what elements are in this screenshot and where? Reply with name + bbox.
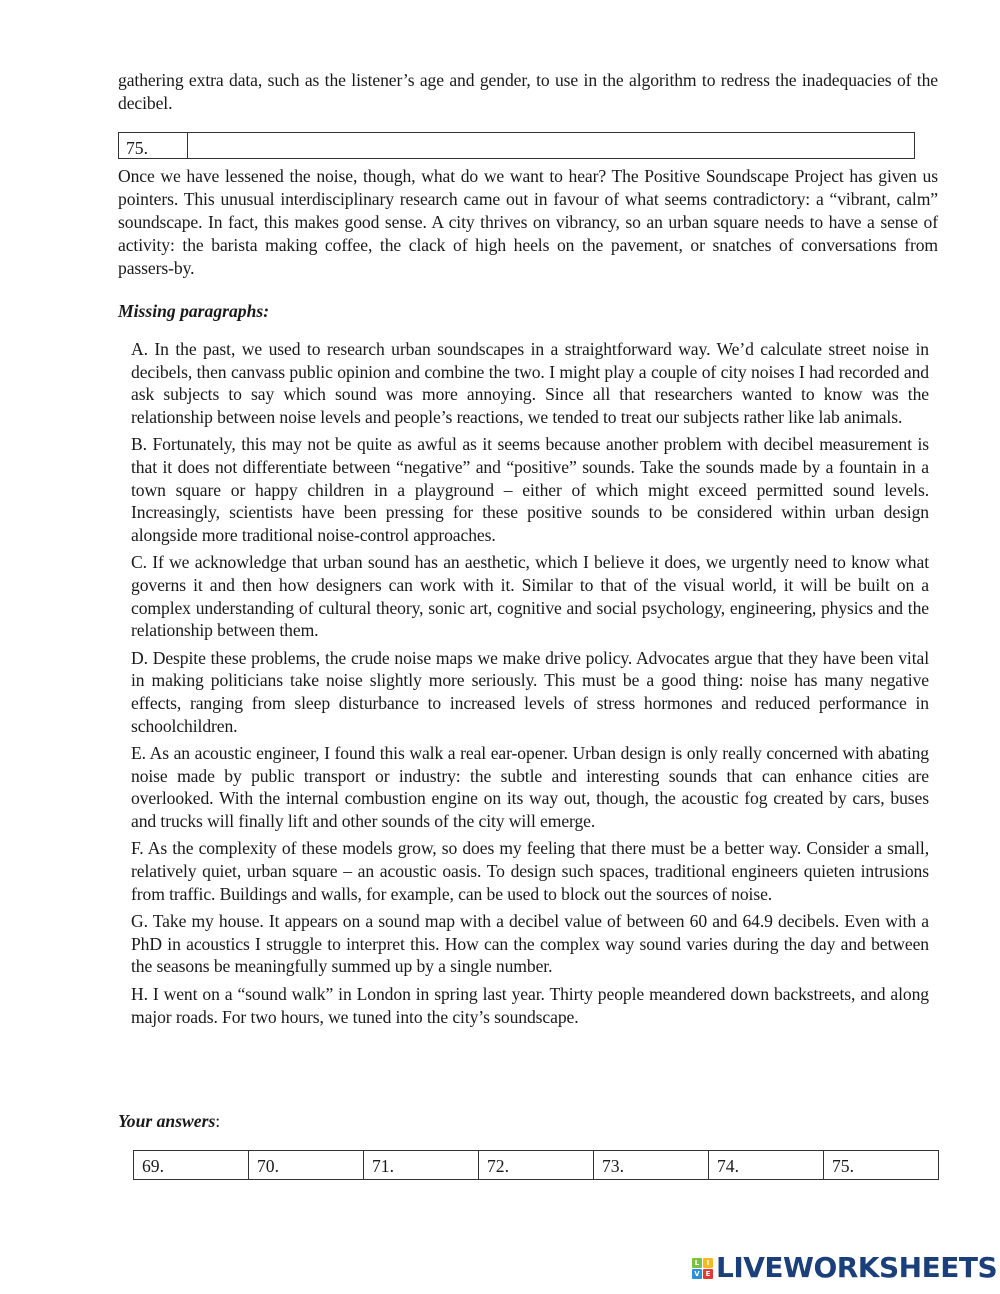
intro-paragraph: gathering extra data, such as the listener’s age and gender, to use in the algorithm to redress the inadequacies of the decibel. — [118, 70, 938, 113]
answer-cell-73[interactable] — [594, 1151, 709, 1179]
answer-number: 75. — [832, 1156, 854, 1176]
answer-number: 71. — [372, 1156, 394, 1176]
answer-cell-74[interactable] — [709, 1151, 824, 1179]
answer-number: 69. — [142, 1156, 164, 1176]
answer-cell-70[interactable] — [249, 1151, 364, 1179]
logo-letter-i: I — [703, 1258, 713, 1268]
your-answers-colon: : — [215, 1111, 221, 1131]
your-answers-label: Your answers — [118, 1111, 216, 1131]
gap-75-answer-field[interactable] — [188, 133, 914, 158]
gap-number: 75. — [119, 133, 188, 158]
logo-letter-l: L — [692, 1258, 702, 1268]
missing-paragraph-c: C. If we acknowledge that urban sound has an aesthetic, which I believe it does, we urgently need to know what governs it and then how designers can work with it. Similar to that of the visual world, it will be built on a complex understanding of cultural theory, sonic art, cognitive and social psychology, engineering, physics and the relationship between them. — [131, 552, 929, 641]
logo-wordmark: LIVEWORKSHEETS — [716, 1251, 998, 1284]
missing-paragraph-d: D. Despite these problems, the crude noise maps we make drive policy. Advocates argue that they have been vital in making politicians take noise slightly more seriously. This must be a good thing: noise has many negative effects, ranging from sleep disturbance to increased levels of stress hormones and reduced performance in schoolchildren. — [131, 647, 929, 736]
logo-letter-v: V — [692, 1269, 702, 1279]
liveworksheets-logo — [692, 1251, 998, 1284]
missing-paragraph-h: H. I went on a “sound walk” in London in spring last year. Thirty people meandered down backstreets, and along major roads. For two hours, we tuned into the city’s soundscape. — [131, 984, 929, 1027]
logo-live-icon — [692, 1258, 713, 1279]
answer-number: 74. — [717, 1156, 739, 1176]
logo-letter-e: E — [703, 1269, 713, 1279]
missing-paragraph-b: B. Fortunately, this may not be quite as awful as it seems because another problem with decibel measurement is that it does not differentiate between “negative” and “positive” sounds. Take the sounds made by a fountain in a town square or happy children in a playground – either of which might exceed permitted sound levels. Increasingly, scientists have been pressing for these positive sounds to be considered within urban design alongside more traditional noise-control approaches. — [131, 434, 929, 545]
missing-paragraphs-heading: Missing paragraphs: — [118, 301, 270, 321]
answer-number: 72. — [487, 1156, 509, 1176]
closing-paragraph: Once we have lessened the noise, though, what do we want to hear? The Positive Soundscape Project has given us pointers. This unusual interdisciplinary research came out in favour of what seems contradictory: a “vibrant, calm” soundscape. In fact, this makes good sense. A city thrives on vibrancy, so an urban square needs to have a sense of activity: the barista making coffee, the clack of high heels on the pavement, or snatches of conversations from passers-by. — [118, 166, 938, 278]
answer-cell-71[interactable] — [364, 1151, 479, 1179]
missing-paragraph-g: G. Take my house. It appears on a sound map with a decibel value of between 60 and 64.9 decibels. Even with a PhD in acoustics I struggle to interpret this. How can the complex way sound varies during the day and between the seasons be meaningfully summed up by a single number. — [131, 911, 929, 977]
missing-paragraph-e: E. As an acoustic engineer, I found this walk a real ear-opener. Urban design is only really concerned with abating noise made by public transport or industry: the subtle and interesting sounds that can enhance cities are overlooked. With the internal combustion engine on its way out, though, the acoustic fog created by cars, buses and trucks will finally lift and other sounds of the city will emerge. — [131, 743, 929, 831]
answer-number: 73. — [602, 1156, 624, 1176]
answers-table — [133, 1150, 939, 1180]
gap-75-box — [118, 132, 915, 159]
missing-paragraph-a: A. In the past, we used to research urban soundscapes in a straightforward way. We’d calculate street noise in decibels, then canvass public opinion and combine the two. I might play a couple of city noises I had recorded and ask subjects to say which sound was more annoying. Since all that researchers wanted to know was the relationship between noise levels and people’s reactions, we tended to treat our subjects rather like lab animals. — [131, 339, 929, 427]
answer-number: 70. — [257, 1156, 279, 1176]
missing-paragraphs-list — [131, 338, 929, 1033]
missing-paragraph-f: F. As the complexity of these models grow, so does my feeling that there must be a better way. Consider a small, relatively quiet, urban square – an acoustic oasis. To design such spaces, traditional engineers quieten intrusions from traffic. Buildings and walls, for example, can be used to block out the sources of noise. — [131, 838, 929, 904]
your-answers-heading — [118, 1111, 220, 1132]
answer-cell-75[interactable] — [824, 1151, 938, 1179]
answer-cell-69[interactable] — [134, 1151, 249, 1179]
answer-cell-72[interactable] — [479, 1151, 594, 1179]
